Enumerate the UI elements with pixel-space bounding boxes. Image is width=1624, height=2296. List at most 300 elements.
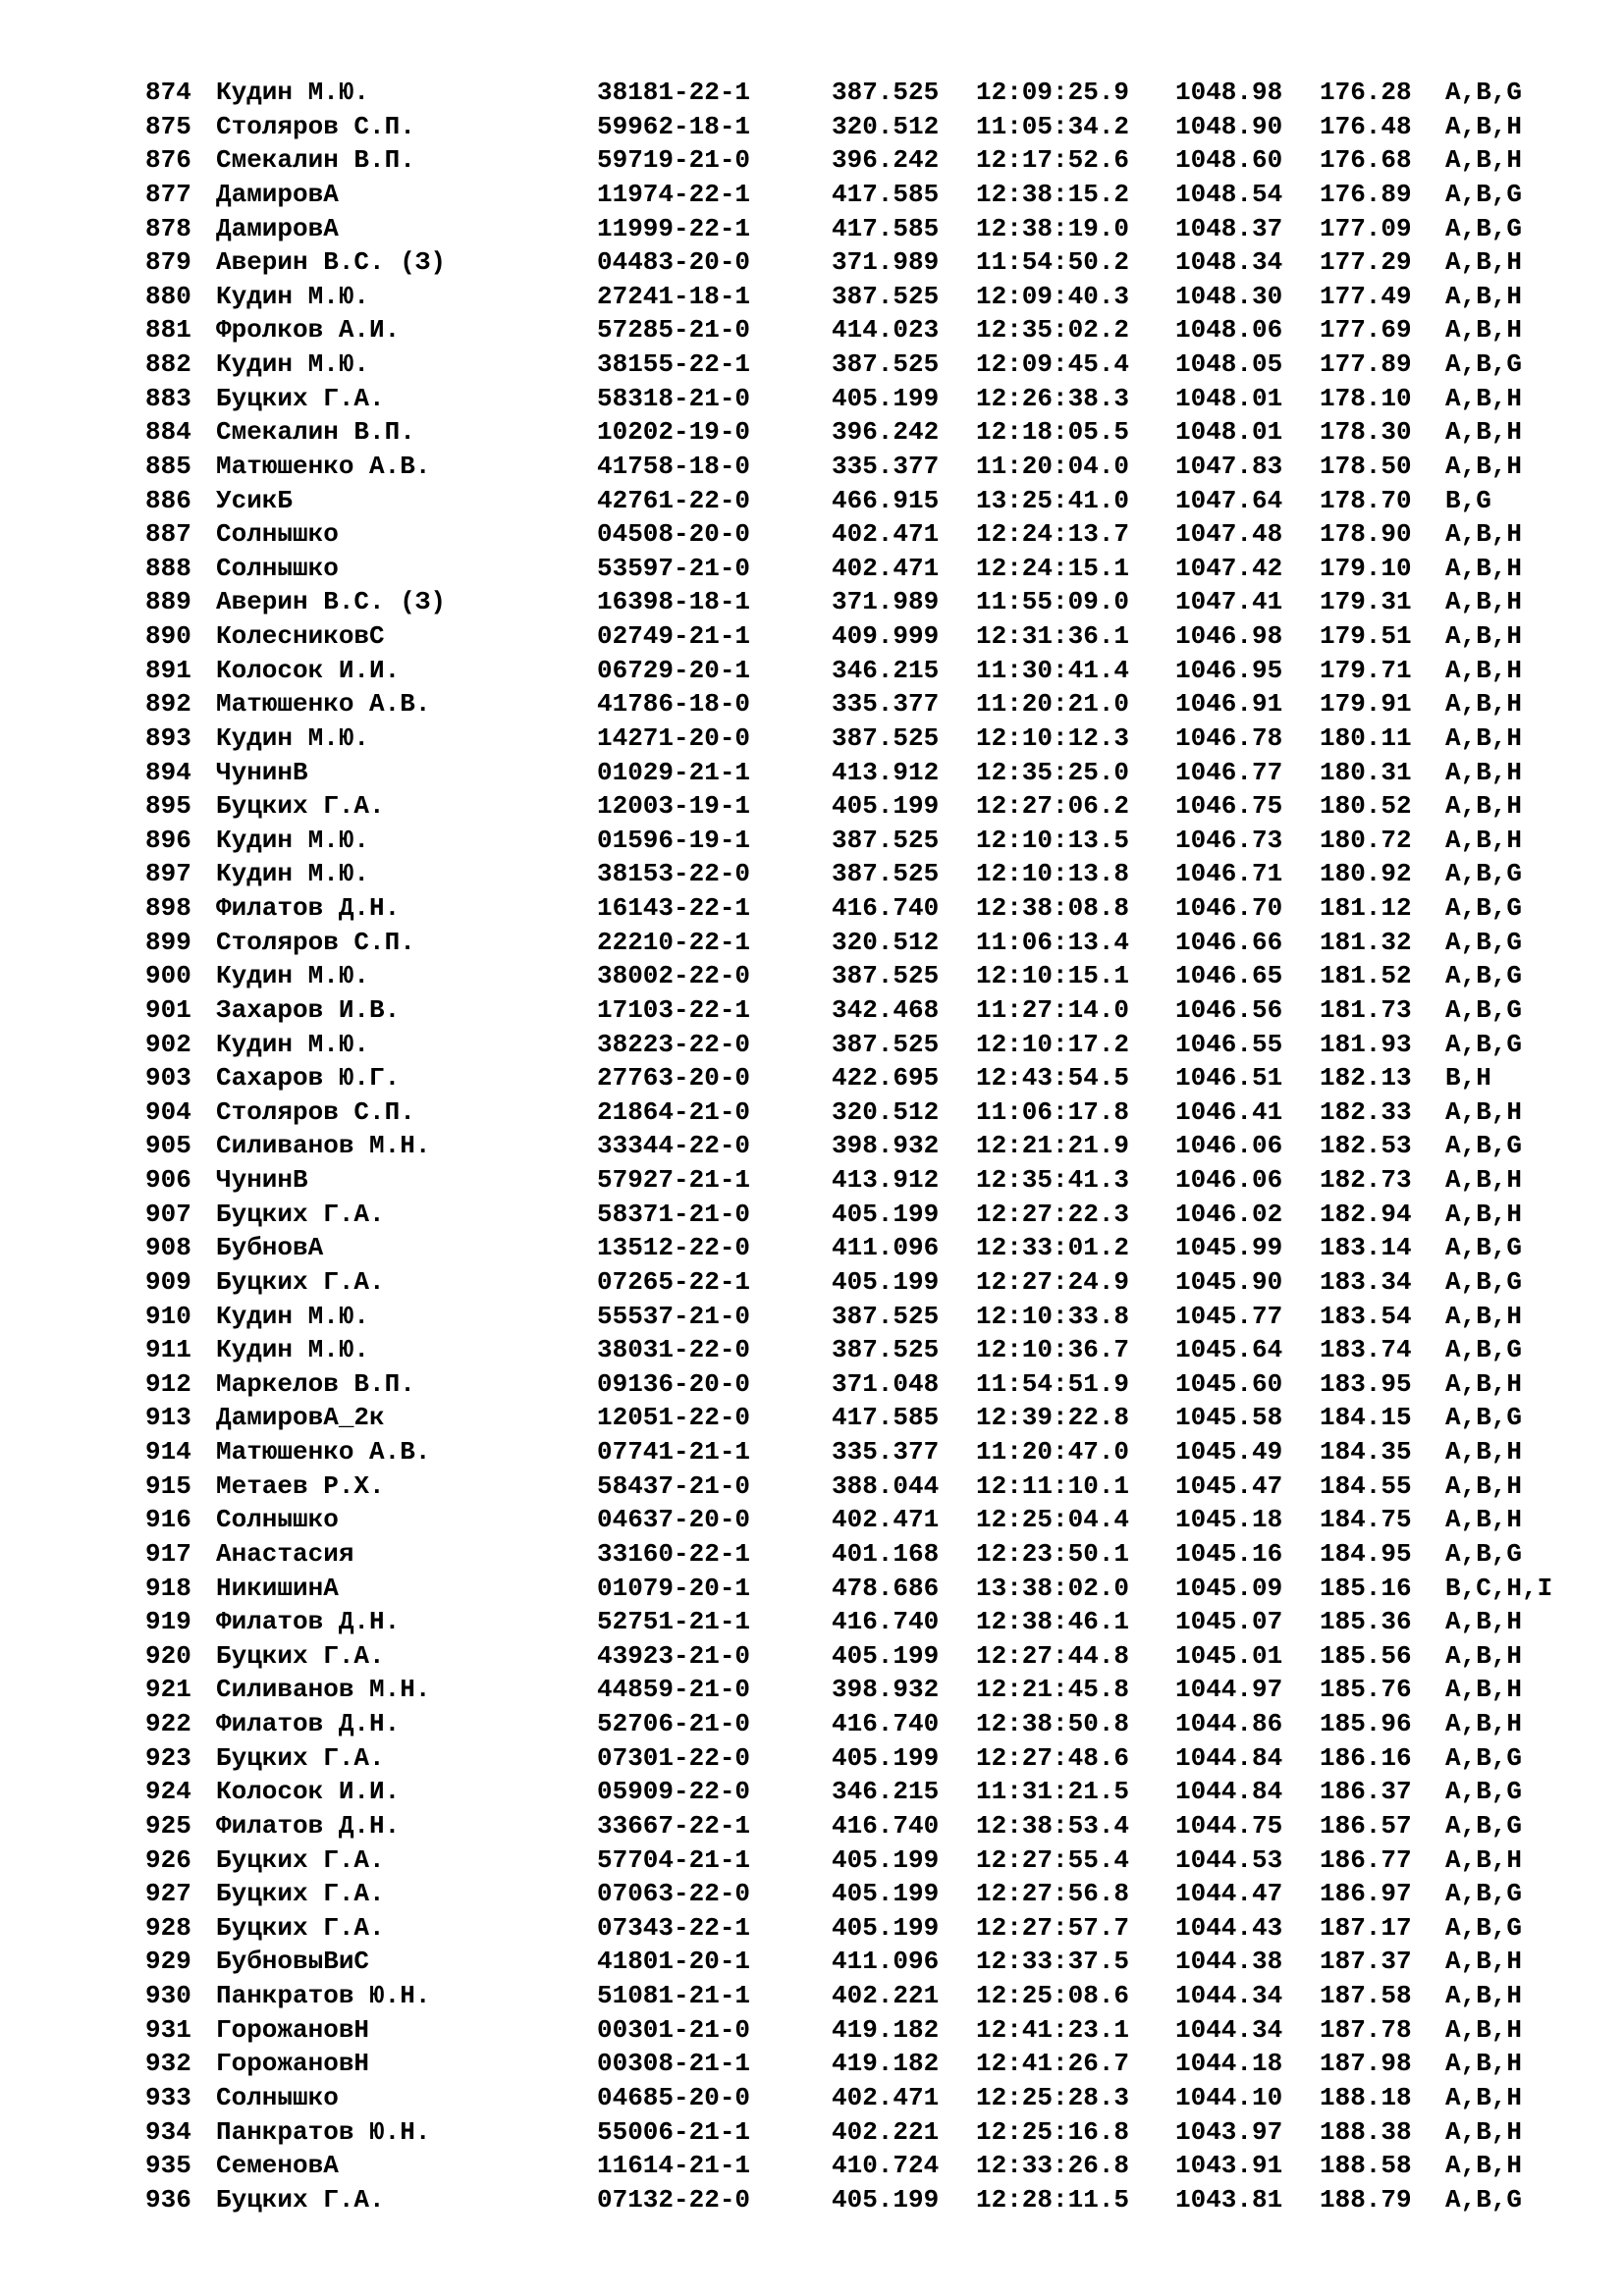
arrival-time: 11:06:13.4	[976, 927, 1130, 957]
owner-name: Фролков А.И.	[216, 315, 401, 346]
speed: 1046.56	[1175, 994, 1283, 1025]
speed: 1046.98	[1175, 621, 1283, 651]
owner-name: ЧунинВ	[216, 757, 308, 787]
owner-name: Кудин М.Ю.	[216, 859, 370, 889]
classes: A,B,G	[1445, 1538, 1523, 1569]
owner-name: Солнышко	[216, 1505, 339, 1535]
place-number: 910	[145, 1301, 191, 1331]
table-row	[145, 1367, 1618, 1402]
distance: 405.199	[832, 1742, 940, 1773]
speed: 1048.34	[1175, 247, 1283, 278]
ring-number: 01029-21-1	[597, 757, 751, 787]
table-row	[145, 1028, 1618, 1062]
place-number: 934	[145, 2116, 191, 2147]
ring-number: 38223-22-0	[597, 1029, 751, 1059]
arrival-time: 11:30:41.4	[976, 655, 1130, 685]
speed: 1046.70	[1175, 893, 1283, 923]
classes: A,B,G	[1445, 1233, 1523, 1263]
table-row	[145, 2115, 1618, 2150]
ring-number: 41758-18-0	[597, 451, 751, 481]
classes: A,B,H	[1445, 519, 1523, 550]
ring-number: 10202-19-0	[597, 417, 751, 448]
arrival-time: 12:27:22.3	[976, 1199, 1130, 1229]
table-row	[145, 1198, 1618, 1232]
points: 185.36	[1320, 1607, 1412, 1637]
arrival-time: 12:38:50.8	[976, 1709, 1130, 1738]
points: 176.68	[1320, 145, 1412, 176]
classes: A,B,H	[1445, 1505, 1523, 1535]
ring-number: 07741-21-1	[597, 1437, 751, 1467]
points: 184.95	[1320, 1538, 1412, 1569]
place-number: 923	[145, 1742, 191, 1773]
owner-name: Анастасия	[216, 1538, 354, 1569]
arrival-time: 12:35:25.0	[976, 757, 1130, 787]
classes: B,G	[1445, 485, 1491, 515]
points: 188.18	[1320, 2082, 1412, 2112]
speed: 1044.18	[1175, 2049, 1283, 2079]
distance: 402.471	[832, 1505, 940, 1535]
arrival-time: 12:43:54.5	[976, 1063, 1130, 1094]
arrival-time: 12:25:04.4	[976, 1505, 1130, 1535]
speed: 1045.99	[1175, 1233, 1283, 1263]
owner-name: Колосок И.И.	[216, 1777, 401, 1807]
owner-name: Филатов Д.Н.	[216, 1709, 401, 1738]
distance: 387.525	[832, 1301, 940, 1331]
table-row	[145, 585, 1618, 619]
classes: A,B,G	[1445, 1912, 1523, 1943]
distance: 405.199	[832, 1266, 940, 1297]
owner-name: Матюшенко А.В.	[216, 1437, 431, 1467]
classes: A,B,G	[1445, 1131, 1523, 1161]
owner-name: Маркелов В.П.	[216, 1368, 415, 1399]
points: 187.37	[1320, 1947, 1412, 1977]
table-row	[145, 1061, 1618, 1095]
arrival-time: 12:24:13.7	[976, 519, 1130, 550]
speed: 1043.91	[1175, 2151, 1283, 2181]
ring-number: 12003-19-1	[597, 791, 751, 822]
table-row	[145, 110, 1618, 144]
speed: 1046.02	[1175, 1199, 1283, 1229]
distance: 405.199	[832, 1640, 940, 1671]
distance: 320.512	[832, 927, 940, 957]
table-row	[145, 450, 1618, 484]
owner-name: Кудин М.Ю.	[216, 1301, 370, 1331]
place-number: 896	[145, 825, 191, 855]
distance: 387.525	[832, 1335, 940, 1365]
distance: 396.242	[832, 417, 940, 448]
arrival-time: 12:35:02.2	[976, 315, 1130, 346]
classes: A,B,H	[1445, 1947, 1523, 1977]
place-number: 881	[145, 315, 191, 346]
speed: 1048.90	[1175, 111, 1283, 141]
speed: 1047.48	[1175, 519, 1283, 550]
arrival-time: 12:41:26.7	[976, 2049, 1130, 2079]
owner-name: Матюшенко А.В.	[216, 689, 431, 720]
classes: A,B,H	[1445, 1675, 1523, 1705]
arrival-time: 12:31:36.1	[976, 621, 1130, 651]
classes: A,B,H	[1445, 145, 1523, 176]
arrival-time: 11:27:14.0	[976, 994, 1130, 1025]
classes: A,B,G	[1445, 349, 1523, 379]
owner-name: Захаров И.В.	[216, 994, 401, 1025]
table-row	[145, 1265, 1618, 1300]
arrival-time: 11:54:50.2	[976, 247, 1130, 278]
place-number: 919	[145, 1607, 191, 1637]
classes: B,H	[1445, 1063, 1491, 1094]
owner-name: Буцких Г.А.	[216, 791, 385, 822]
points: 188.58	[1320, 2151, 1412, 2181]
table-row	[145, 1537, 1618, 1572]
place-number: 918	[145, 1573, 191, 1603]
ring-number: 27763-20-0	[597, 1063, 751, 1094]
table-row	[145, 1300, 1618, 1334]
table-row	[145, 2081, 1618, 2115]
place-number: 904	[145, 1096, 191, 1127]
distance: 416.740	[832, 1709, 940, 1738]
place-number: 907	[145, 1199, 191, 1229]
points: 181.73	[1320, 994, 1412, 1025]
table-row	[145, 1401, 1618, 1435]
owner-name: КолесниковС	[216, 621, 385, 651]
speed: 1044.75	[1175, 1810, 1283, 1841]
ring-number: 33160-22-1	[597, 1538, 751, 1569]
table-row	[145, 1503, 1618, 1537]
ring-number: 41801-20-1	[597, 1947, 751, 1977]
classes: A,B,H	[1445, 1165, 1523, 1195]
results-table	[145, 76, 1618, 2216]
speed: 1046.06	[1175, 1165, 1283, 1195]
place-number: 931	[145, 2014, 191, 2045]
place-number: 913	[145, 1403, 191, 1433]
classes: A,B,H	[1445, 1470, 1523, 1501]
owner-name: ГорожановН	[216, 2014, 370, 2045]
arrival-time: 12:10:13.5	[976, 825, 1130, 855]
distance: 478.686	[832, 1573, 940, 1603]
ring-number: 55006-21-1	[597, 2116, 751, 2147]
points: 183.34	[1320, 1266, 1412, 1297]
place-number: 917	[145, 1538, 191, 1569]
speed: 1045.58	[1175, 1403, 1283, 1433]
arrival-time: 11:55:09.0	[976, 587, 1130, 617]
place-number: 883	[145, 383, 191, 413]
points: 186.97	[1320, 1879, 1412, 1909]
distance: 387.525	[832, 722, 940, 753]
distance: 419.182	[832, 2014, 940, 2045]
distance: 402.471	[832, 2082, 940, 2112]
ring-number: 58371-21-0	[597, 1199, 751, 1229]
owner-name: Кудин М.Ю.	[216, 281, 370, 311]
place-number: 908	[145, 1233, 191, 1263]
speed: 1047.42	[1175, 553, 1283, 583]
points: 187.98	[1320, 2049, 1412, 2079]
arrival-time: 12:23:50.1	[976, 1538, 1130, 1569]
place-number: 924	[145, 1777, 191, 1807]
points: 182.53	[1320, 1131, 1412, 1161]
table-row	[145, 313, 1618, 347]
ring-number: 04685-20-0	[597, 2082, 751, 2112]
distance: 410.724	[832, 2151, 940, 2181]
speed: 1043.81	[1175, 2184, 1283, 2215]
arrival-time: 13:25:41.0	[976, 485, 1130, 515]
place-number: 906	[145, 1165, 191, 1195]
classes: A,B,G	[1445, 1810, 1523, 1841]
speed: 1044.53	[1175, 1844, 1283, 1875]
owner-name: Столяров С.П.	[216, 1096, 415, 1127]
ring-number: 33344-22-0	[597, 1131, 751, 1161]
place-number: 884	[145, 417, 191, 448]
points: 179.31	[1320, 587, 1412, 617]
classes: A,B,H	[1445, 451, 1523, 481]
place-number: 895	[145, 791, 191, 822]
arrival-time: 12:27:44.8	[976, 1640, 1130, 1671]
arrival-time: 12:27:57.7	[976, 1912, 1130, 1943]
place-number: 897	[145, 859, 191, 889]
place-number: 880	[145, 281, 191, 311]
place-number: 892	[145, 689, 191, 720]
arrival-time: 12:25:28.3	[976, 2082, 1130, 2112]
arrival-time: 12:28:11.5	[976, 2184, 1130, 2215]
place-number: 927	[145, 1879, 191, 1909]
owner-name: Сахаров Ю.Г.	[216, 1063, 401, 1094]
points: 179.51	[1320, 621, 1412, 651]
place-number: 935	[145, 2151, 191, 2181]
ring-number: 58318-21-0	[597, 383, 751, 413]
table-row	[145, 382, 1618, 416]
speed: 1047.64	[1175, 485, 1283, 515]
owner-name: Кудин М.Ю.	[216, 825, 370, 855]
owner-name: Смекалин В.П.	[216, 145, 415, 176]
owner-name: ДамировА_2к	[216, 1403, 385, 1433]
table-row	[145, 143, 1618, 178]
owner-name: БубновыВиС	[216, 1947, 370, 1977]
points: 184.55	[1320, 1470, 1412, 1501]
distance: 387.525	[832, 349, 940, 379]
owner-name: Буцких Г.А.	[216, 1266, 385, 1297]
ring-number: 07063-22-0	[597, 1879, 751, 1909]
table-row	[145, 1095, 1618, 1130]
distance: 409.999	[832, 621, 940, 651]
classes: A,B,G	[1445, 927, 1523, 957]
table-row	[145, 687, 1618, 721]
place-number: 890	[145, 621, 191, 651]
table-row	[145, 280, 1618, 314]
speed: 1045.60	[1175, 1368, 1283, 1399]
classes: A,B,H	[1445, 1981, 1523, 2010]
points: 186.57	[1320, 1810, 1412, 1841]
distance: 405.199	[832, 383, 940, 413]
table-row	[145, 891, 1618, 926]
points: 181.32	[1320, 927, 1412, 957]
ring-number: 04483-20-0	[597, 247, 751, 278]
speed: 1045.77	[1175, 1301, 1283, 1331]
ring-number: 22210-22-1	[597, 927, 751, 957]
table-row	[145, 1605, 1618, 1639]
arrival-time: 12:25:16.8	[976, 2116, 1130, 2147]
place-number: 921	[145, 1675, 191, 1705]
ring-number: 01079-20-1	[597, 1573, 751, 1603]
distance: 342.468	[832, 994, 940, 1025]
classes: A,B,G	[1445, 1266, 1523, 1297]
owner-name: Филатов Д.Н.	[216, 1810, 401, 1841]
place-number: 900	[145, 961, 191, 991]
ring-number: 12051-22-0	[597, 1403, 751, 1433]
arrival-time: 12:41:23.1	[976, 2014, 1130, 2045]
arrival-time: 11:54:51.9	[976, 1368, 1130, 1399]
table-row	[145, 1163, 1618, 1198]
ring-number: 02749-21-1	[597, 621, 751, 651]
classes: A,B,H	[1445, 1301, 1523, 1331]
speed: 1046.41	[1175, 1096, 1283, 1127]
place-number: 926	[145, 1844, 191, 1875]
distance: 405.199	[832, 1879, 940, 1909]
points: 187.58	[1320, 1981, 1412, 2010]
speed: 1046.66	[1175, 927, 1283, 957]
distance: 320.512	[832, 1096, 940, 1127]
distance: 402.471	[832, 553, 940, 583]
distance: 396.242	[832, 145, 940, 176]
arrival-time: 12:09:45.4	[976, 349, 1130, 379]
ring-number: 27241-18-1	[597, 281, 751, 311]
arrival-time: 12:11:10.1	[976, 1470, 1130, 1501]
distance: 413.912	[832, 757, 940, 787]
distance: 387.525	[832, 1029, 940, 1059]
distance: 371.989	[832, 247, 940, 278]
distance: 411.096	[832, 1233, 940, 1263]
table-row	[145, 619, 1618, 654]
distance: 405.199	[832, 2184, 940, 2215]
points: 176.48	[1320, 111, 1412, 141]
table-row	[145, 857, 1618, 891]
table-row	[145, 654, 1618, 688]
speed: 1048.98	[1175, 78, 1283, 107]
ring-number: 41786-18-0	[597, 689, 751, 720]
points: 178.90	[1320, 519, 1412, 550]
classes: A,B,H	[1445, 621, 1523, 651]
arrival-time: 13:38:02.0	[976, 1573, 1130, 1603]
owner-name: Матюшенко А.В.	[216, 451, 431, 481]
ring-number: 57704-21-1	[597, 1844, 751, 1875]
points: 177.29	[1320, 247, 1412, 278]
ring-number: 59962-18-1	[597, 111, 751, 141]
distance: 417.585	[832, 179, 940, 209]
arrival-time: 12:10:13.8	[976, 859, 1130, 889]
distance: 411.096	[832, 1947, 940, 1977]
speed: 1045.49	[1175, 1437, 1283, 1467]
points: 183.95	[1320, 1368, 1412, 1399]
table-row	[145, 1707, 1618, 1741]
classes: A,B,H	[1445, 247, 1523, 278]
classes: A,B,H	[1445, 315, 1523, 346]
place-number: 928	[145, 1912, 191, 1943]
place-number: 902	[145, 1029, 191, 1059]
speed: 1048.01	[1175, 383, 1283, 413]
place-number: 911	[145, 1335, 191, 1365]
owner-name: Солнышко	[216, 519, 339, 550]
speed: 1044.84	[1175, 1742, 1283, 1773]
speed: 1045.64	[1175, 1335, 1283, 1365]
table-row	[145, 2183, 1618, 2217]
classes: A,B,H	[1445, 791, 1523, 822]
speed: 1048.30	[1175, 281, 1283, 311]
arrival-time: 12:39:22.8	[976, 1403, 1130, 1433]
owner-name: Буцких Г.А.	[216, 1844, 385, 1875]
owner-name: Солнышко	[216, 2082, 339, 2112]
points: 188.79	[1320, 2184, 1412, 2215]
table-row	[145, 552, 1618, 586]
speed: 1046.65	[1175, 961, 1283, 991]
owner-name: БубновА	[216, 1233, 324, 1263]
distance: 371.048	[832, 1368, 940, 1399]
table-row	[145, 517, 1618, 552]
points: 187.17	[1320, 1912, 1412, 1943]
speed: 1048.54	[1175, 179, 1283, 209]
classes: A,B,G	[1445, 179, 1523, 209]
place-number: 922	[145, 1709, 191, 1738]
owner-name: Буцких Г.А.	[216, 2184, 385, 2215]
arrival-time: 12:18:05.5	[976, 417, 1130, 448]
points: 184.75	[1320, 1505, 1412, 1535]
owner-name: ЧунинВ	[216, 1165, 308, 1195]
arrival-time: 11:06:17.8	[976, 1096, 1130, 1127]
speed: 1045.47	[1175, 1470, 1283, 1501]
ring-number: 44859-21-0	[597, 1675, 751, 1705]
ring-number: 09136-20-0	[597, 1368, 751, 1399]
place-number: 889	[145, 587, 191, 617]
table-row	[145, 178, 1618, 212]
arrival-time: 11:20:21.0	[976, 689, 1130, 720]
place-number: 877	[145, 179, 191, 209]
place-number: 932	[145, 2049, 191, 2079]
arrival-time: 12:26:38.3	[976, 383, 1130, 413]
points: 176.89	[1320, 179, 1412, 209]
ring-number: 33667-22-1	[597, 1810, 751, 1841]
ring-number: 11614-21-1	[597, 2151, 751, 2181]
classes: A,B,G	[1445, 78, 1523, 107]
arrival-time: 12:27:55.4	[976, 1844, 1130, 1875]
owner-name: Филатов Д.Н.	[216, 893, 401, 923]
speed: 1047.41	[1175, 587, 1283, 617]
table-row	[145, 789, 1618, 824]
ring-number: 38153-22-0	[597, 859, 751, 889]
points: 180.52	[1320, 791, 1412, 822]
owner-name: Солнышко	[216, 553, 339, 583]
classes: A,B,G	[1445, 961, 1523, 991]
points: 178.10	[1320, 383, 1412, 413]
place-number: 891	[145, 655, 191, 685]
ring-number: 17103-22-1	[597, 994, 751, 1025]
table-row	[145, 1945, 1618, 1979]
classes: A,B,H	[1445, 2082, 1523, 2112]
place-number: 874	[145, 78, 191, 107]
classes: A,B,H	[1445, 825, 1523, 855]
place-number: 905	[145, 1131, 191, 1161]
points: 183.54	[1320, 1301, 1412, 1331]
table-row	[145, 1979, 1618, 2013]
speed: 1044.10	[1175, 2082, 1283, 2112]
distance: 405.199	[832, 1199, 940, 1229]
points: 181.12	[1320, 893, 1412, 923]
ring-number: 04637-20-0	[597, 1505, 751, 1535]
speed: 1046.55	[1175, 1029, 1283, 1059]
classes: A,B,H	[1445, 1096, 1523, 1127]
classes: A,B,G	[1445, 2184, 1523, 2215]
classes: A,B,H	[1445, 553, 1523, 583]
place-number: 930	[145, 1981, 191, 2010]
arrival-time: 12:27:06.2	[976, 791, 1130, 822]
classes: A,B,H	[1445, 1640, 1523, 1671]
arrival-time: 12:38:08.8	[976, 893, 1130, 923]
arrival-time: 12:21:45.8	[976, 1675, 1130, 1705]
